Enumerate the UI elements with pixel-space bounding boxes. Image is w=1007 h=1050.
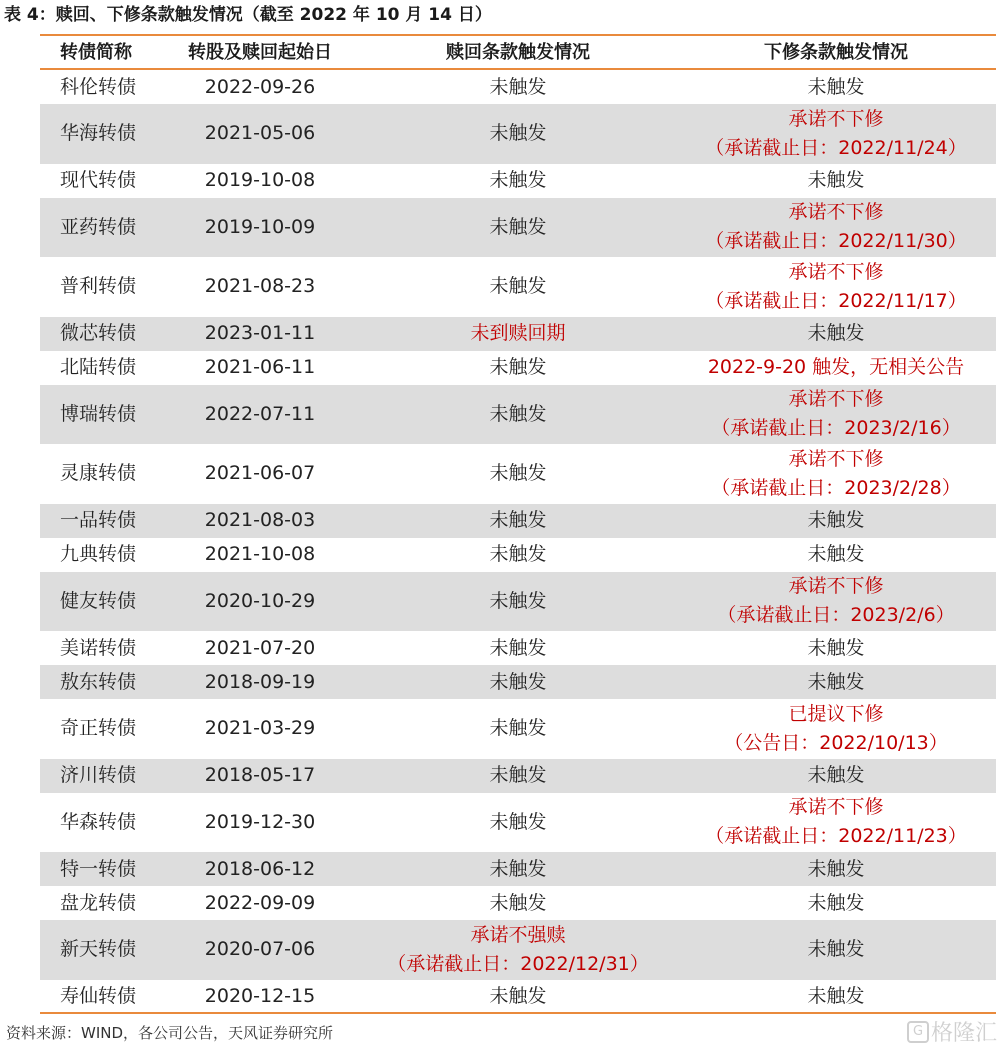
cell-start-date: [160, 166, 360, 195]
cell-redeem-status-line: 未触发: [489, 275, 547, 298]
cell-start-date: [160, 213, 360, 242]
cell-revise-status: [676, 572, 996, 630]
table-row: [40, 852, 996, 886]
cell-revise-status: [676, 506, 996, 535]
table-row: [40, 980, 996, 1014]
cell-bond-name-line: 新天转债: [60, 938, 137, 961]
cell-start-date-line: 2020-07-06: [204, 938, 316, 961]
cell-redeem-status-line: 未触发: [489, 717, 547, 740]
cell-bond-name: [40, 714, 160, 743]
cell-start-date-line: 2022-09-09: [204, 891, 316, 914]
cell-revise-status-line: 2022-9-20 触发，无相关公告: [707, 356, 965, 378]
table-row: [40, 504, 996, 538]
table-row: [40, 699, 996, 759]
cell-start-date: [160, 353, 360, 382]
cell-bond-name-line: 特一转债: [60, 857, 137, 880]
cell-revise-status-line: （承诺截止日：2023/2/28）: [711, 476, 961, 499]
cell-start-date: [160, 855, 360, 884]
cell-bond-name: [40, 506, 160, 535]
cell-redeem-status-line: 未触发: [489, 215, 547, 238]
cell-revise-status-line: 承诺不下修: [788, 447, 884, 470]
cell-revise-status-line: （公告日：2022/10/13）: [724, 731, 948, 754]
watermark: [907, 1016, 997, 1047]
cell-bond-name: [40, 808, 160, 837]
cell-redeem-status: [360, 73, 676, 102]
cell-start-date-line: 2021-07-20: [204, 636, 316, 659]
cell-start-date: [160, 935, 360, 964]
cell-revise-status: [676, 73, 996, 102]
cell-redeem-status-line: 未触发: [489, 891, 547, 914]
cell-redeem-status-line: 承诺不强赎: [470, 923, 566, 946]
cell-revise-status: [676, 982, 996, 1011]
header-redeem-status: 赎回条款触发情况: [446, 41, 590, 63]
cell-revise-status-line: 未触发: [807, 764, 865, 786]
cell-redeem-status-line: 未触发: [489, 636, 547, 659]
cell-start-date-line: 2020-12-15: [204, 985, 316, 1007]
cell-redeem-status-line: 未触发: [489, 75, 547, 98]
cell-revise-status-line: 承诺不下修: [788, 201, 884, 224]
cell-bond-name-line: 盘龙转债: [60, 891, 137, 914]
cell-start-date: [160, 400, 360, 429]
cell-revise-status: [676, 198, 996, 256]
cell-redeem-status-line: 未到赎回期: [470, 322, 566, 344]
cell-revise-status: [676, 668, 996, 697]
cell-revise-status-line: 承诺不下修: [788, 796, 884, 819]
source-note: 资料来源：WIND，各公司公告，天风证券研究所: [6, 1024, 334, 1042]
cell-revise-status: [676, 258, 996, 316]
cell-bond-name: [40, 668, 160, 697]
cell-bond-name-line: 灵康转债: [60, 462, 137, 485]
cell-redeem-status: [360, 634, 676, 663]
cell-start-date: [160, 272, 360, 301]
cell-revise-status: [676, 445, 996, 503]
cell-start-date: [160, 808, 360, 837]
cell-bond-name-line: 微芯转债: [60, 322, 137, 344]
cell-bond-name-line: 奇正转债: [60, 717, 137, 740]
cell-bond-name-line: 华海转债: [60, 122, 137, 145]
cell-redeem-status-line: 未触发: [489, 670, 547, 693]
table-row: [40, 444, 996, 504]
cell-start-date-line: 2021-06-07: [204, 462, 316, 485]
cell-revise-status-line: 承诺不下修: [788, 575, 884, 598]
cell-bond-name: [40, 935, 160, 964]
cell-start-date: [160, 889, 360, 918]
table-row: [40, 164, 996, 198]
cell-redeem-status: [360, 506, 676, 535]
table-row: [40, 665, 996, 699]
cell-start-date: [160, 634, 360, 663]
cell-bond-name: [40, 400, 160, 429]
cell-start-date-line: 2020-10-29: [204, 589, 316, 612]
cell-redeem-status-line: 未触发: [489, 462, 547, 485]
cell-bond-name: [40, 540, 160, 569]
cell-redeem-status: [360, 319, 676, 348]
cell-start-date: [160, 459, 360, 488]
table-row: [40, 257, 996, 317]
cell-revise-status: [676, 793, 996, 851]
table-row: [40, 759, 996, 793]
cell-revise-status-line: 未触发: [807, 169, 865, 191]
watermark-text: 格隆汇: [930, 1021, 997, 1046]
cell-bond-name-line: 一品转债: [60, 509, 137, 531]
cell-bond-name-line: 健友转债: [60, 589, 137, 612]
cell-redeem-status: [360, 587, 676, 616]
cell-bond-name-line: 科伦转债: [60, 75, 137, 98]
cell-start-date-line: 2023-01-11: [204, 322, 316, 344]
cell-revise-status-line: 承诺不下修: [788, 388, 884, 411]
table-caption: 表 4：赎回、下修条款触发情况（截至 2022 年 10 月 14 日）: [4, 5, 492, 25]
cell-redeem-status-line: 未触发: [489, 356, 547, 378]
cell-start-date: [160, 119, 360, 148]
cell-redeem-status-line: （承诺截止日：2022/12/31）: [387, 952, 649, 975]
cell-bond-name: [40, 353, 160, 382]
cell-revise-status: [676, 385, 996, 443]
cell-start-date-line: 2018-05-17: [204, 764, 316, 786]
cell-start-date-line: 2022-09-26: [204, 75, 316, 98]
cell-start-date-line: 2019-10-08: [204, 169, 316, 191]
cell-revise-status-line: 已提议下修: [788, 702, 884, 725]
cell-revise-status: [676, 761, 996, 790]
cell-redeem-status: [360, 668, 676, 697]
table-row: [40, 317, 996, 351]
table-row: [40, 70, 996, 104]
cell-revise-status-line: 未触发: [807, 543, 865, 565]
cell-redeem-status-line: 未触发: [489, 985, 547, 1007]
cell-redeem-status-line: 未触发: [489, 543, 547, 565]
cell-bond-name-line: 现代转债: [60, 169, 137, 191]
cell-redeem-status: [360, 400, 676, 429]
cell-revise-status: [676, 166, 996, 195]
cell-redeem-status: [360, 982, 676, 1011]
cell-redeem-status: [360, 459, 676, 488]
cell-start-date: [160, 73, 360, 102]
table-row: [40, 104, 996, 164]
cell-redeem-status: [360, 761, 676, 790]
table-row: [40, 198, 996, 258]
cell-start-date: [160, 540, 360, 569]
cell-revise-status-line: 未触发: [807, 857, 865, 880]
table-row: [40, 886, 996, 920]
cell-revise-status-line: 未触发: [807, 636, 865, 659]
header-revise-status: 下修条款触发情况: [764, 41, 908, 63]
cell-start-date-line: 2021-05-06: [204, 122, 316, 145]
cell-redeem-status: [360, 889, 676, 918]
cell-revise-status-line: 未触发: [807, 509, 865, 531]
cell-start-date: [160, 714, 360, 743]
cell-bond-name-line: 亚药转债: [60, 215, 137, 238]
cell-redeem-status: [360, 714, 676, 743]
cell-bond-name-line: 华森转债: [60, 810, 137, 833]
cell-bond-name: [40, 889, 160, 918]
cell-start-date-line: 2021-08-03: [204, 509, 316, 531]
cell-bond-name-line: 北陆转债: [60, 356, 137, 378]
cell-bond-name: [40, 761, 160, 790]
table-row: [40, 793, 996, 853]
cell-start-date-line: 2021-03-29: [204, 717, 316, 740]
cell-start-date: [160, 982, 360, 1011]
cell-start-date-line: 2019-12-30: [204, 810, 316, 833]
cell-revise-status-line: （承诺截止日：2023/2/6）: [717, 604, 955, 627]
cell-revise-status-line: 未触发: [807, 891, 865, 914]
cell-revise-status: [676, 353, 996, 382]
cell-start-date-line: 2021-10-08: [204, 543, 316, 565]
table-row: [40, 351, 996, 385]
cell-bond-name-line: 普利转债: [60, 275, 137, 298]
cell-revise-status-line: （承诺截止日：2022/11/30）: [705, 230, 967, 253]
cell-start-date-line: 2022-07-11: [204, 402, 316, 425]
cell-bond-name: [40, 855, 160, 884]
cell-revise-status: [676, 935, 996, 964]
cell-bond-name-line: 美诺转债: [60, 636, 137, 659]
cell-redeem-status-line: 未触发: [489, 402, 547, 425]
header-start-date: 转股及赎回起始日: [188, 41, 332, 63]
cell-redeem-status: [360, 353, 676, 382]
cell-bond-name: [40, 119, 160, 148]
cell-bond-name: [40, 587, 160, 616]
cell-revise-status-line: （承诺截止日：2022/11/17）: [705, 289, 967, 312]
cell-bond-name-line: 寿仙转债: [60, 985, 137, 1007]
cell-revise-status-line: 未触发: [807, 985, 865, 1007]
cell-start-date: [160, 587, 360, 616]
cell-start-date-line: 2018-06-12: [204, 857, 316, 880]
cell-redeem-status: [360, 119, 676, 148]
cell-revise-status: [676, 889, 996, 918]
cell-start-date-line: 2019-10-09: [204, 215, 316, 238]
cell-redeem-status: [360, 540, 676, 569]
cell-revise-status-line: 未触发: [807, 670, 865, 693]
cell-bond-name: [40, 73, 160, 102]
table-row: [40, 538, 996, 572]
table-row: [40, 385, 996, 445]
table-body: [40, 70, 996, 1014]
cell-start-date: [160, 506, 360, 535]
cell-bond-name-line: 九典转债: [60, 543, 137, 565]
cell-start-date-line: 2021-08-23: [204, 275, 316, 298]
cell-bond-name: [40, 634, 160, 663]
table-header-row: [40, 36, 996, 70]
cell-redeem-status-line: 未触发: [489, 589, 547, 612]
cell-bond-name-line: 敖东转债: [60, 670, 137, 693]
table-row: [40, 572, 996, 632]
cell-bond-name-line: 济川转债: [60, 764, 137, 786]
cell-redeem-status: [360, 921, 676, 979]
cell-start-date-line: 2018-09-19: [204, 670, 316, 693]
cell-bond-name-line: 博瑞转债: [60, 402, 137, 425]
cell-redeem-status: [360, 855, 676, 884]
cell-revise-status-line: 承诺不下修: [788, 107, 884, 130]
cell-revise-status-line: 未触发: [807, 75, 865, 98]
cell-start-date: [160, 319, 360, 348]
cell-revise-status-line: （承诺截止日：2022/11/24）: [705, 136, 967, 159]
cell-revise-status-line: 未触发: [807, 322, 865, 344]
cell-revise-status: [676, 700, 996, 758]
cell-redeem-status-line: 未触发: [489, 810, 547, 833]
cell-redeem-status: [360, 166, 676, 195]
cell-bond-name: [40, 272, 160, 301]
header-bond-name: 转债简称: [60, 41, 132, 63]
convertible-bond-table: [40, 34, 996, 1014]
cell-redeem-status-line: 未触发: [489, 857, 547, 880]
cell-bond-name: [40, 166, 160, 195]
cell-start-date-line: 2021-06-11: [204, 356, 316, 378]
cell-redeem-status: [360, 213, 676, 242]
cell-bond-name: [40, 459, 160, 488]
table-bottom-rule: [40, 1012, 996, 1014]
cell-redeem-status-line: 未触发: [489, 169, 547, 191]
cell-start-date: [160, 668, 360, 697]
cell-redeem-status: [360, 272, 676, 301]
cell-redeem-status: [360, 808, 676, 837]
cell-redeem-status-line: 未触发: [489, 122, 547, 145]
cell-revise-status: [676, 855, 996, 884]
cell-revise-status: [676, 634, 996, 663]
table-row: [40, 631, 996, 665]
cell-redeem-status-line: 未触发: [489, 509, 547, 531]
cell-start-date: [160, 761, 360, 790]
cell-bond-name: [40, 982, 160, 1011]
cell-revise-status: [676, 105, 996, 163]
watermark-logo-icon: G: [907, 1021, 929, 1043]
cell-revise-status-line: （承诺截止日：2023/2/16）: [711, 417, 961, 440]
table-row: [40, 920, 996, 980]
cell-redeem-status-line: 未触发: [489, 764, 547, 786]
cell-bond-name: [40, 319, 160, 348]
cell-revise-status: [676, 319, 996, 348]
cell-bond-name: [40, 213, 160, 242]
cell-revise-status-line: 承诺不下修: [788, 260, 884, 283]
cell-revise-status-line: （承诺截止日：2022/11/23）: [705, 825, 967, 848]
cell-revise-status: [676, 540, 996, 569]
cell-revise-status-line: 未触发: [807, 938, 865, 961]
